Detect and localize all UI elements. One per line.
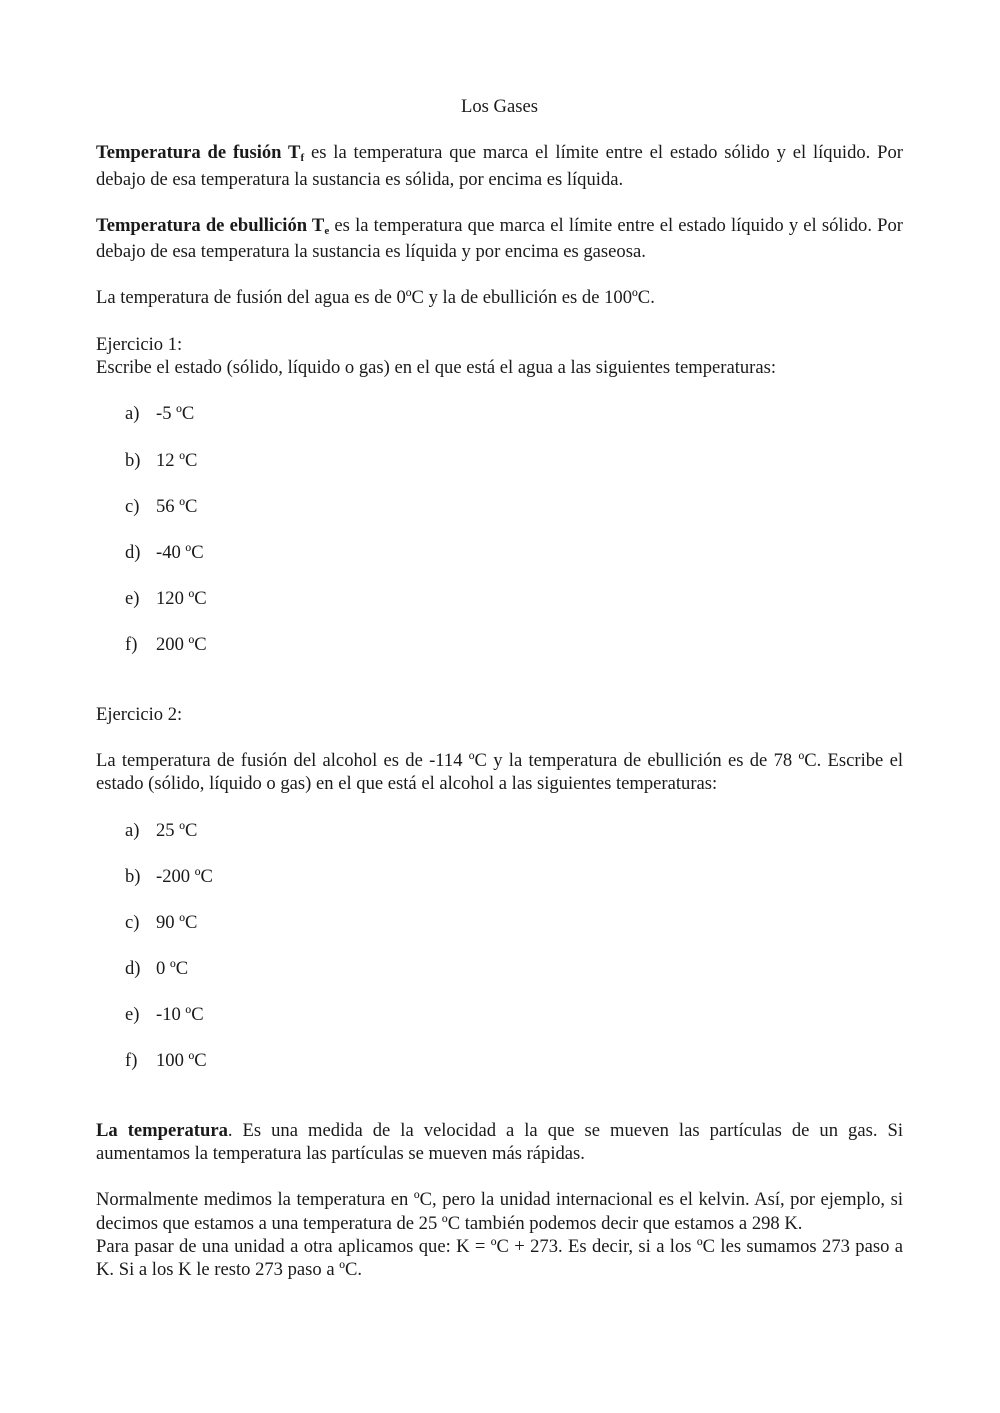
list-item-letter: f) [125,634,138,656]
list-item [96,541,903,564]
list-item-letter: b) [125,865,141,887]
list-item-letter: b) [125,449,141,471]
definition-ebullicion-subscript: e [324,224,330,237]
ejercicio2-prompt: La temperatura de fusión del alcohol es de -114 ºC y la temperatura de ebullición es de 78 ºC. Escribe el estado (sólido, líquido o gas) en el que está el alcohol a las siguientes temperaturas: [96,749,903,795]
list-item-letter: c) [125,495,140,517]
list-item-letter: d) [125,541,141,563]
list-item-value: 200 ºC [156,634,207,656]
list-item-value: 12 ºC [156,449,198,471]
list-item [96,957,903,980]
list-item [96,819,903,842]
list-item-value: 25 ºC [156,819,198,841]
list-item-letter: e) [125,588,140,610]
list-item-value: -5 ºC [156,403,195,425]
definition-fusion-text: es la temperatura que marca el límite entre el estado sólido y el líquido. Por debajo de esa temperatura la sustancia es sólida, por encima es líquida. [96,142,903,190]
temperatura-paragraph [96,1119,903,1166]
document-page [96,95,903,1282]
list-item-letter: d) [125,958,141,980]
kelvin-paragraph: Normalmente medimos la temperatura en ºC, pero la unidad internacional es el kelvin. Así, por ejemplo, si decimos que estamos a una temperatura de 25 ºC también podemos decir que estamos a 298 K. [96,1189,903,1234]
definition-fusion-term: Temperatura de fusión T [96,142,301,164]
definition-ebullicion-text: es la temperatura que marca el límite entre el estado líquido y el sólido. Por debajo de esa temperatura la sustancia es líquida y por encima es gaseosa. [96,214,903,263]
list-item-value: -10 ºC [156,1004,204,1026]
ejercicio2-heading: Ejercicio 2: [96,703,183,725]
list-item-value: 0 ºC [156,958,189,980]
ejercicio1-heading: Ejercicio 1: [96,333,183,355]
list-item-value: 120 ºC [156,588,207,610]
conversion-paragraph: Para pasar de una unidad a otra aplicamos que: K = ºC + 273. Es decir, si a los ºC les sumamos 273 paso a K. Si a los K le resto 273 paso a ºC. [96,1235,903,1281]
list-item [96,1049,903,1072]
list-item-letter: c) [125,911,140,933]
list-item-value: -200 ºC [156,865,213,887]
definition-fusion-subscript: f [300,152,305,165]
list-item-value: 56 ºC [156,495,198,517]
list-item [96,633,903,656]
list-item-letter: a) [125,819,140,841]
list-item-letter: f) [125,1050,138,1072]
list-item-value: 90 ºC [156,911,198,933]
list-item-value: -40 ºC [156,541,204,563]
list-item [96,495,903,518]
ejercicio1-prompt: Escribe el estado (sólido, líquido o gas) en el que está el agua a las siguientes temperaturas: [96,357,777,379]
temperatura-text: . Es una medida de la velocidad a la que se mueven las partículas de un gas. Si aumentamos la temperatura las partículas se mueven más rápidas. [96,1119,903,1165]
temperatura-term: La temperatura [96,1119,228,1141]
definition-ebullicion [96,214,903,264]
document-title: Los Gases [461,96,538,117]
list-item [96,587,903,610]
ejercicio2-list [96,819,903,1073]
ejercicio1-list [96,402,903,656]
list-item [96,911,903,934]
list-item-letter: e) [125,1004,140,1026]
agua-paragraph: La temperatura de fusión del agua es de 0ºC y la de ebullición es de 100ºC. [96,287,655,309]
list-item [96,865,903,888]
definition-fusion [96,141,903,191]
list-item-value: 100 ºC [156,1050,207,1072]
list-item [96,1003,903,1026]
list-item [96,402,903,425]
list-item-letter: a) [125,403,140,425]
list-item [96,449,903,472]
definition-ebullicion-term: Temperatura de ebullición T [96,214,325,236]
